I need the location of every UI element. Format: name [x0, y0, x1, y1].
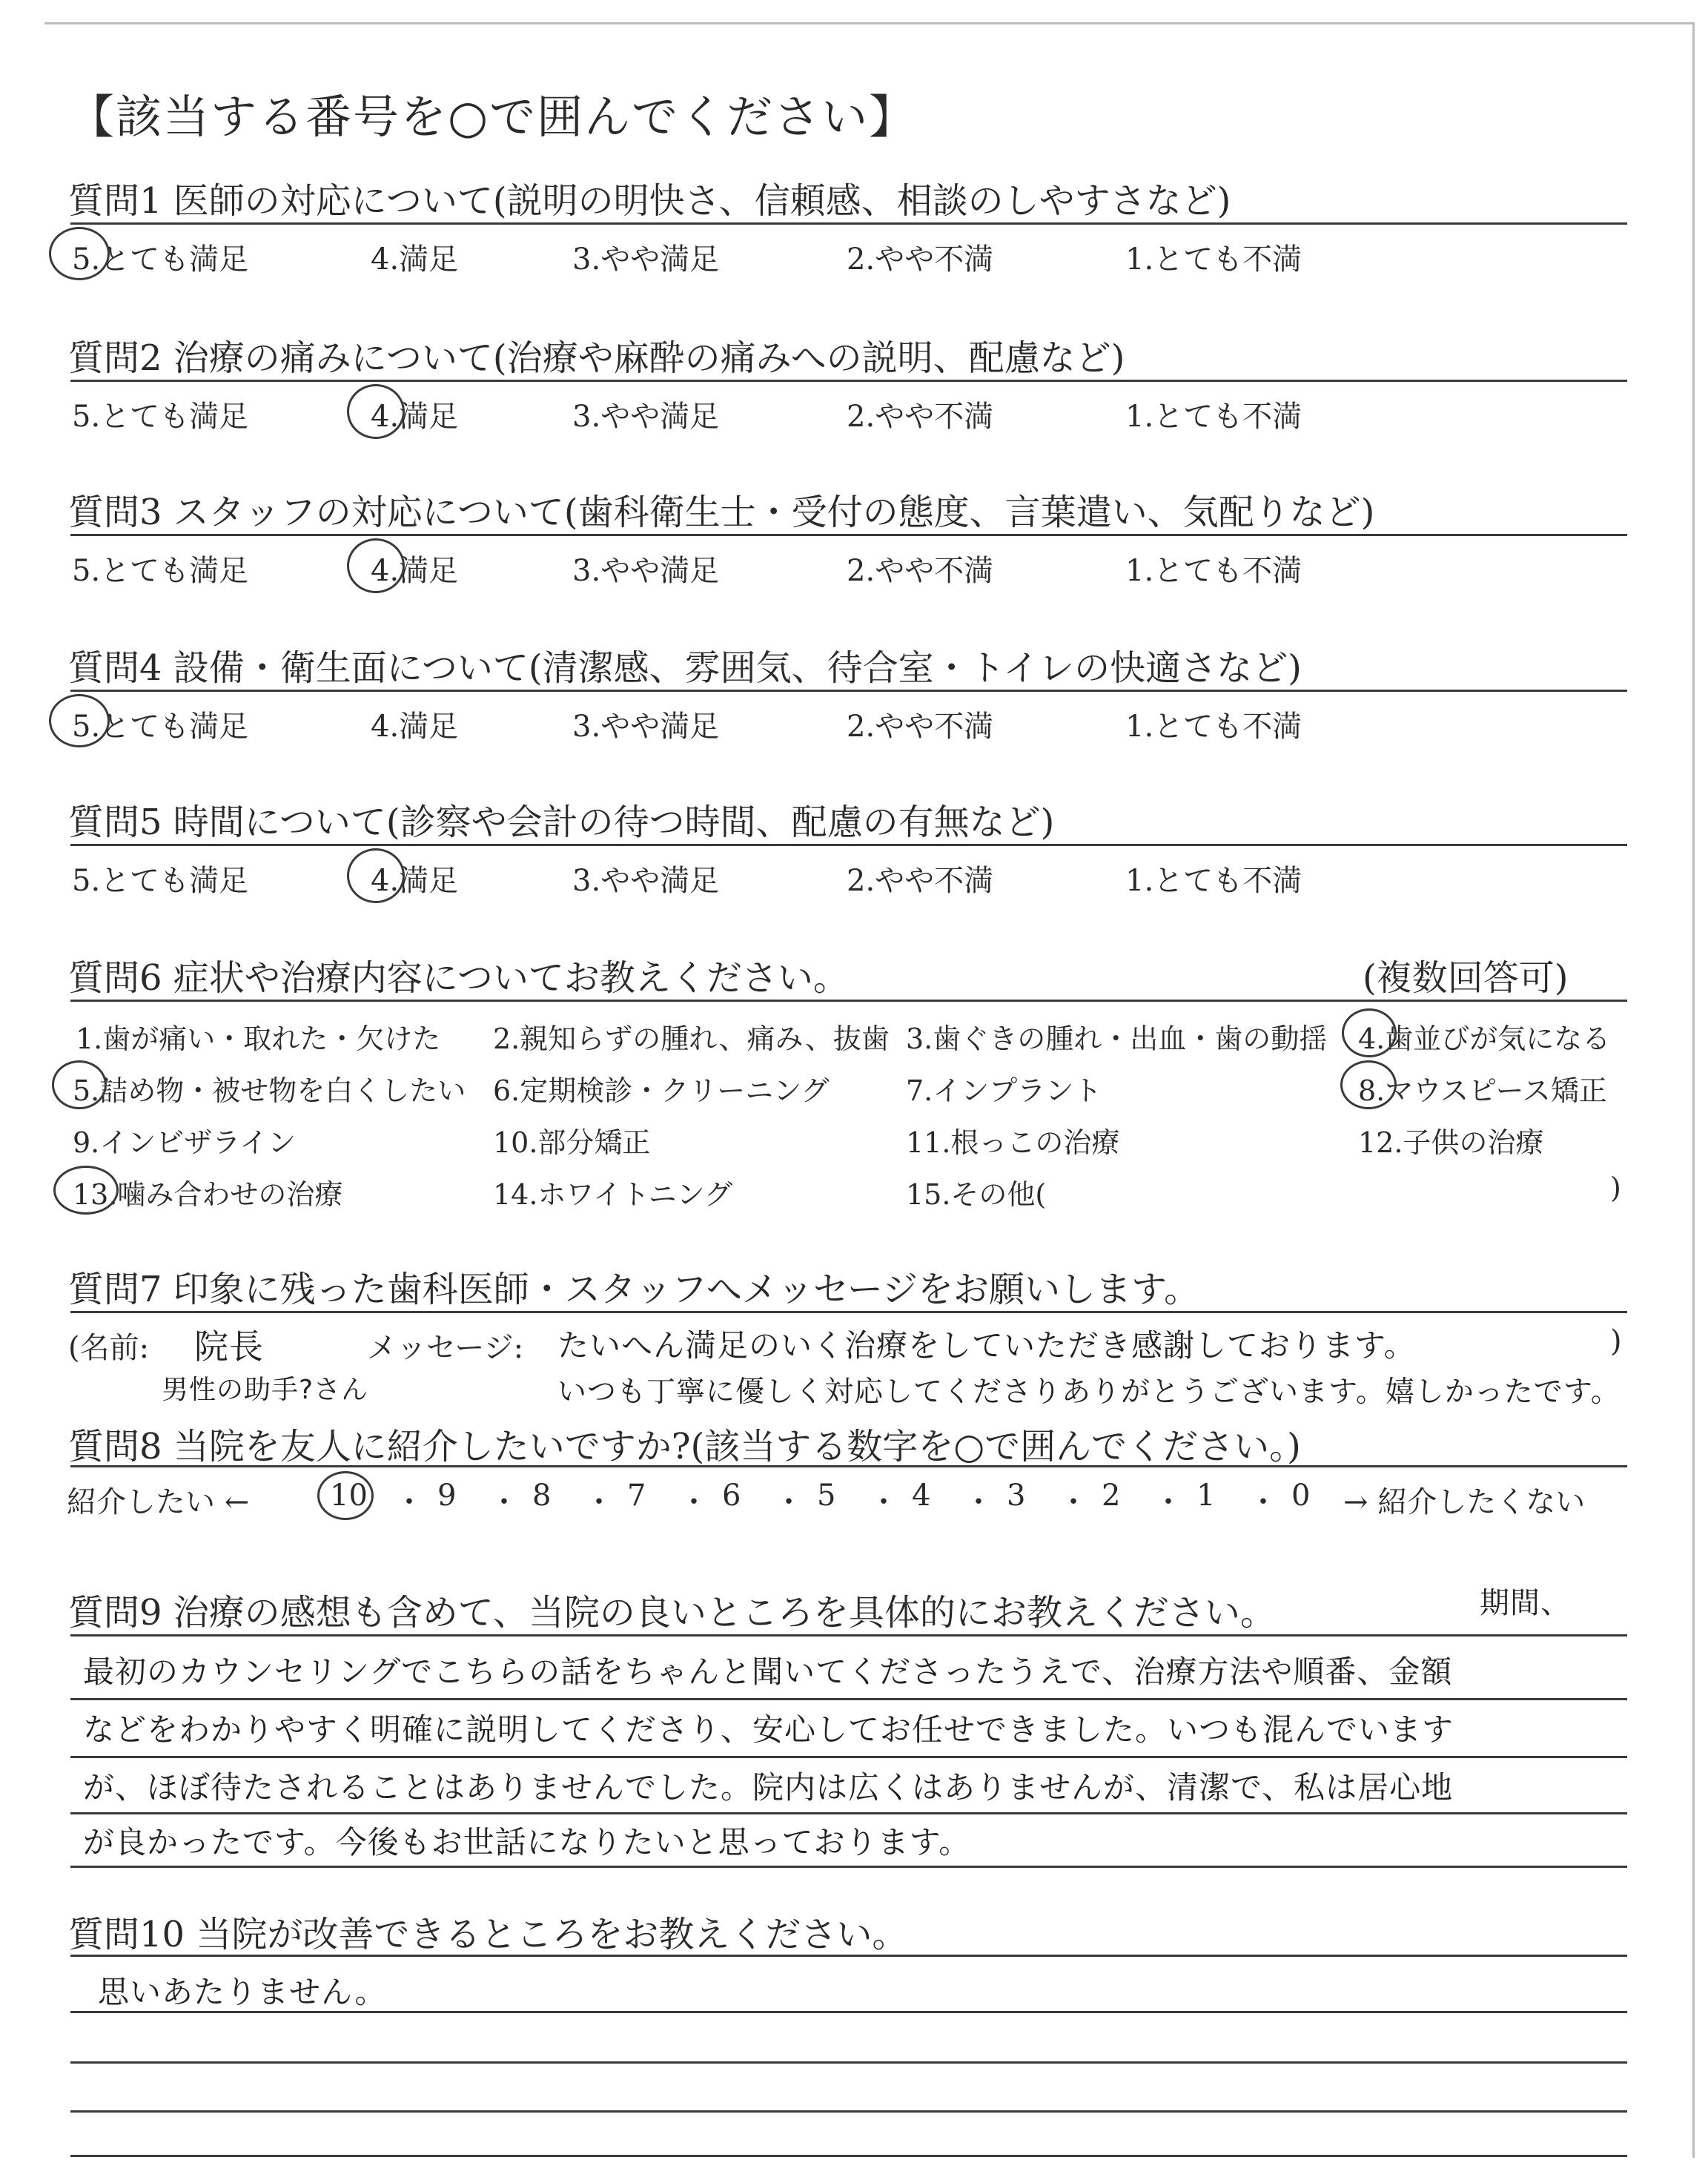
question-7-title: 質問7 印象に残った歯科医師・スタッフへメッセージをお願いします。: [68, 1269, 1200, 1310]
question-1-title: 質問1 医師の対応について(説明の明快さ、信頼感、相談のしやすさなど): [68, 180, 1231, 222]
q5-option-3[interactable]: 3.やや満足: [572, 864, 720, 898]
question-9-rule-2: [70, 1698, 1627, 1700]
q6-option-13[interactable]: 13.噛み合わせの治療: [73, 1178, 343, 1211]
question-1-rule: [70, 222, 1627, 225]
q9-handwritten-insert: 期間、: [1480, 1586, 1571, 1620]
q6-option-1[interactable]: 1.歯が痛い・取れた・欠けた: [76, 1023, 441, 1055]
q1-option-3[interactable]: 3.やや満足: [572, 242, 720, 277]
question-4-rule: [70, 690, 1627, 692]
q8-scale-7[interactable]: 7: [627, 1479, 646, 1513]
q7-close-paren: ): [1610, 1324, 1622, 1358]
q8-scale-3[interactable]: 3: [1007, 1479, 1026, 1513]
q6-option-9[interactable]: 9.インビザライン: [73, 1126, 297, 1159]
question-3-rule: [70, 534, 1627, 536]
q8-scale-separator: ・: [394, 1485, 424, 1519]
q8-scale-separator: ・: [869, 1485, 898, 1519]
q1-option-4[interactable]: 4.満足: [371, 242, 459, 277]
question-10-title: 質問10 当院が改善できるところをお教えください。: [68, 1914, 908, 1955]
q7-handwritten-message-1: たいへん満足のいく治療をしていただき感謝しております。: [557, 1327, 1416, 1364]
question-9-rule-1: [70, 1634, 1627, 1636]
q3-option-5[interactable]: 5.とても満足: [72, 554, 249, 588]
q8-scale-separator: ・: [1248, 1485, 1278, 1519]
q3-selection-circle: [347, 538, 405, 593]
q6-option-4[interactable]: 4.歯並びが気になる: [1358, 1023, 1611, 1055]
q6-option-6[interactable]: 6.定期検診・クリーニング: [493, 1074, 830, 1107]
q6-option-8[interactable]: 8.マウスピース矯正: [1358, 1074, 1607, 1107]
q2-option-3[interactable]: 3.やや満足: [572, 400, 720, 434]
q8-scale-10[interactable]: 10: [330, 1479, 368, 1513]
q8-scale-separator: ・: [584, 1485, 614, 1519]
q8-scale-separator: ・: [489, 1485, 519, 1519]
q6-option-3[interactable]: 3.歯ぐきの腫れ・出血・歯の動揺: [906, 1023, 1328, 1055]
q2-option-2[interactable]: 2.やや不満: [847, 400, 994, 434]
q9-handwritten-line-2: などをわかりやすく明確に説明してくださり、安心してお任せできました。いつも混んでいます: [83, 1711, 1454, 1748]
q3-option-1[interactable]: 1.とても不満: [1125, 554, 1302, 588]
q2-option-5[interactable]: 5.とても満足: [72, 400, 249, 434]
q7-name-label: (名前:: [68, 1331, 150, 1365]
q10-handwritten-answer: 思いあたりません。: [98, 1974, 387, 2010]
q6-selection-circle-4: [1342, 1008, 1397, 1057]
q6-option-14[interactable]: 14.ホワイトニング: [493, 1178, 733, 1211]
question-9-rule-4: [70, 1812, 1627, 1814]
q8-scale-5[interactable]: 5: [817, 1479, 836, 1513]
q7-handwritten-name-1: 院長: [194, 1327, 264, 1367]
q7-handwritten-name-2: 男性の助手?さん: [162, 1375, 369, 1405]
q8-selection-circle: [317, 1471, 374, 1520]
q6-selection-circle-8: [1340, 1060, 1397, 1109]
q8-scale-0[interactable]: 0: [1291, 1479, 1311, 1513]
q8-left-label: 紹介したい ←: [67, 1485, 250, 1519]
q9-handwritten-line-3: が、ほぼ待たされることはありませんでした。院内は広くはありませんが、清潔で、私は居心地: [83, 1769, 1454, 1806]
q6-option-11[interactable]: 11.根っこの治療: [906, 1126, 1120, 1159]
q8-scale-9[interactable]: 9: [437, 1479, 457, 1513]
q8-scale-1[interactable]: 1: [1196, 1479, 1216, 1513]
q6-option-7[interactable]: 7.インプラント: [906, 1074, 1102, 1107]
q7-message-label: メッセージ:: [367, 1331, 524, 1365]
q5-option-2[interactable]: 2.やや不満: [847, 864, 994, 898]
question-3-title: 質問3 スタッフの対応について(歯科衛生士・受付の態度、言葉遣い、気配りなど): [68, 492, 1375, 533]
q6-option-15[interactable]: 15.その他(: [906, 1178, 1047, 1211]
q1-option-5[interactable]: 5.とても満足: [72, 242, 249, 277]
question-2-title: 質問2 治療の痛みについて(治療や麻酔の痛みへの説明、配慮など): [68, 337, 1125, 379]
q8-scale-8[interactable]: 8: [532, 1479, 552, 1513]
q1-selection-circle: [49, 227, 110, 280]
q2-selection-circle: [347, 384, 405, 439]
q3-option-3[interactable]: 3.やや満足: [572, 554, 720, 588]
q4-option-3[interactable]: 3.やや満足: [572, 710, 720, 744]
q8-scale-separator: ・: [964, 1485, 993, 1519]
question-10-rule-3: [70, 2061, 1627, 2064]
q4-option-5[interactable]: 5.とても満足: [72, 710, 249, 744]
q8-scale-4[interactable]: 4: [912, 1479, 931, 1513]
q1-option-2[interactable]: 2.やや不満: [847, 242, 994, 277]
q8-scale-separator: ・: [1153, 1485, 1183, 1519]
q8-scale-separator: ・: [679, 1485, 709, 1519]
question-6-rule: [70, 1000, 1627, 1002]
q5-option-4[interactable]: 4.満足: [371, 864, 459, 898]
q7-handwritten-message-2: いつも丁寧に優しく対応してくださりありがとうございます。嬉しかったです。: [557, 1375, 1621, 1409]
q8-scale-2[interactable]: 2: [1102, 1479, 1121, 1513]
q4-option-4[interactable]: 4.満足: [371, 710, 459, 744]
q6-option-10[interactable]: 10.部分矯正: [493, 1126, 651, 1159]
q6-other-close-paren: ): [1610, 1172, 1621, 1204]
question-10-rule-2: [70, 2011, 1627, 2013]
question-8-title: 質問8 当院を友人に紹介したいですか?(該当する数字を○で囲んでください。): [68, 1426, 1301, 1467]
question-10-rule-5: [70, 2155, 1627, 2157]
q5-option-1[interactable]: 1.とても不満: [1125, 864, 1302, 898]
form-header: 【該当する番号を○で囲んでください】: [68, 90, 917, 144]
question-4-title: 質問4 設備・衛生面について(清潔感、雰囲気、待合室・トイレの快適さなど): [68, 647, 1302, 689]
q2-option-1[interactable]: 1.とても不満: [1125, 400, 1302, 434]
q9-handwritten-line-4: が良かったです。今後もお世話になりたいと思っております。: [83, 1824, 971, 1860]
question-8-rule: [70, 1465, 1627, 1467]
q6-option-5[interactable]: 5.詰め物・被せ物を白くしたい: [73, 1074, 466, 1107]
q6-selection-circle-13: [53, 1166, 119, 1215]
question-9-rule-3: [70, 1756, 1627, 1758]
q6-option-2[interactable]: 2.親知らずの腫れ、痛み、抜歯: [493, 1023, 890, 1055]
q9-handwritten-line-1: 最初のカウンセリングでこちらの話をちゃんと聞いてくださったうえで、治療方法や順番、金額: [83, 1654, 1453, 1690]
question-9-title: 質問9 治療の感想も含めて、当院の良いところを具体的にお教えください。: [68, 1592, 1276, 1634]
question-5-rule: [70, 844, 1627, 846]
q4-option-1[interactable]: 1.とても不満: [1125, 710, 1302, 744]
q4-option-2[interactable]: 2.やや不満: [847, 710, 994, 744]
q2-option-4[interactable]: 4.満足: [371, 400, 459, 434]
question-5-title: 質問5 時間について(診察や会計の待つ時間、配慮の有無など): [68, 802, 1055, 843]
q8-scale-separator: ・: [1059, 1485, 1088, 1519]
q4-selection-circle: [49, 694, 110, 747]
q3-option-4[interactable]: 4.満足: [371, 554, 459, 588]
q3-option-2[interactable]: 2.やや不満: [847, 554, 994, 588]
question-2-rule: [70, 380, 1627, 382]
q5-option-5[interactable]: 5.とても満足: [72, 864, 249, 898]
q6-option-12[interactable]: 12.子供の治療: [1358, 1126, 1544, 1159]
q8-scale-6[interactable]: 6: [722, 1479, 741, 1513]
question-10-rule-1: [70, 1955, 1627, 1957]
q8-right-label: → 紹介したくない: [1343, 1485, 1586, 1519]
q8-scale-separator: ・: [774, 1485, 804, 1519]
q1-option-1[interactable]: 1.とても不満: [1125, 242, 1302, 277]
question-9-rule-5: [70, 1866, 1627, 1868]
question-6-note: (複数回答可): [1363, 957, 1569, 999]
question-10-rule-4: [70, 2110, 1627, 2113]
question-7-rule: [70, 1311, 1627, 1313]
q5-selection-circle: [347, 848, 405, 903]
question-6-title: 質問6 症状や治療内容についてお教えください。: [68, 957, 849, 999]
q6-selection-circle-5: [52, 1060, 107, 1109]
